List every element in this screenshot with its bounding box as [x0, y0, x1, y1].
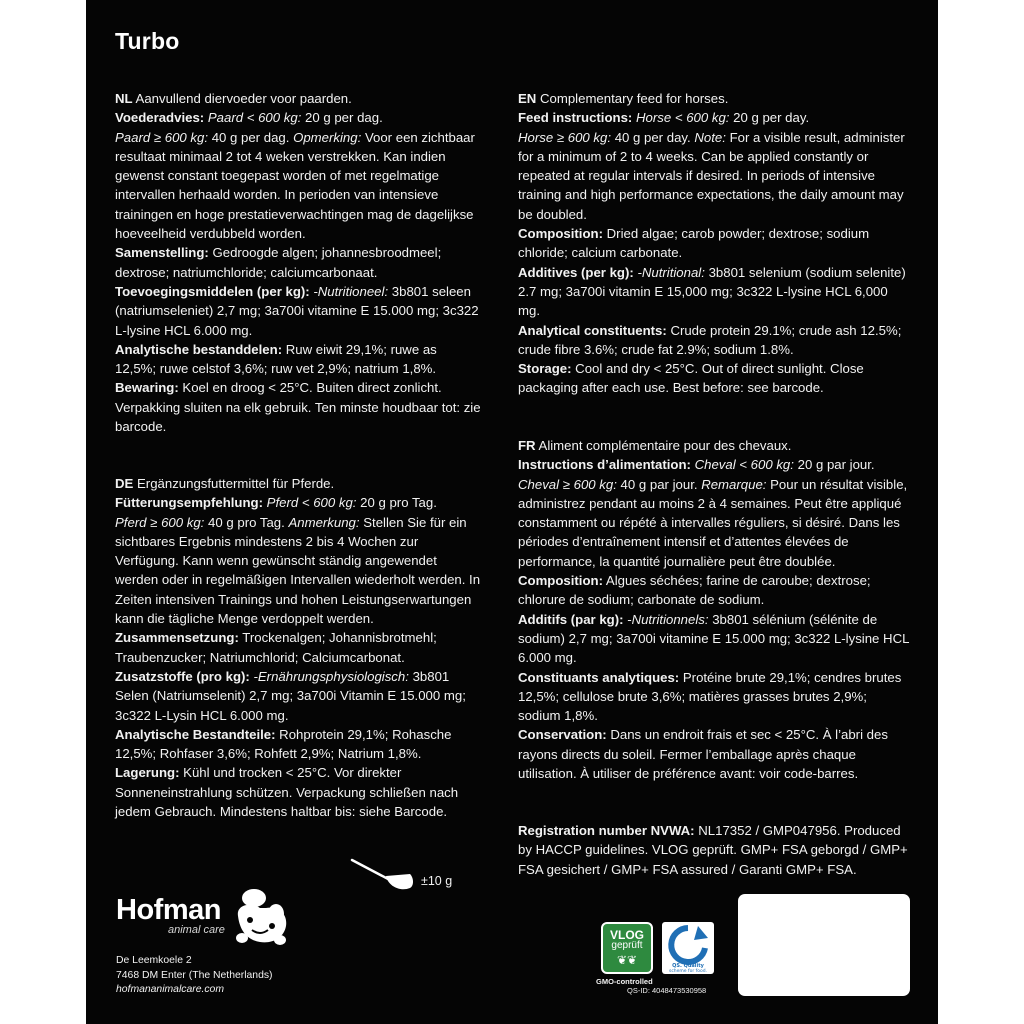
lang-code-de: DE	[115, 476, 134, 491]
composition-label-en: Composition:	[518, 226, 603, 242]
composition-text-nl: Gedroogde algen; johannesbroodmeel; dextrose; natriumchloride; calciumcarbonaat.	[115, 245, 442, 280]
composition-label-nl: Samenstelling:	[115, 245, 209, 261]
analytical-text-fr: Protéine brute 29,1%; cendres brutes 12,5%; cellulose brute 3,6%; matières grasses brutes 2,9%; sodium 1,8%.	[518, 669, 902, 724]
composition-text-de: Trockenalgen; Johannisbrotmehl; Traubenzucker; Natriumchlorid; Calciumcarbonat.	[115, 630, 437, 665]
feed-amount1-fr: 20 g par jour.	[797, 457, 875, 473]
section-de	[115, 474, 481, 821]
feed-cond2-nl: Paard ≥ 600 kg:	[115, 129, 209, 145]
qs-badge	[662, 922, 714, 974]
company-website: hofmananimalcare.com	[116, 984, 224, 996]
intro-en: Complementary feed for horses.	[540, 91, 729, 106]
note-label-fr: Remarque:	[701, 476, 767, 492]
company-address	[116, 954, 273, 998]
analytical-label-fr: Constituants analytiques:	[518, 669, 680, 685]
intro-de: Ergänzungsfuttermittel für Pferde.	[137, 476, 335, 491]
scoop-dosage-label: ±10 g	[421, 874, 453, 888]
vlog-name: VLOG	[609, 928, 644, 942]
analytical-text-en: Crude protein 29.1%; crude ash 12.5%; crude fibre 3.6%; crude fat 2.9%; sodium 1.8%.	[518, 322, 902, 357]
intro-fr: Aliment complémentaire pour des chevaux.	[538, 438, 792, 453]
additives-label-en: Additives (per kg):	[518, 264, 634, 280]
feed-amount2-fr: 40 g par jour.	[620, 476, 698, 492]
feed-amount2-en: 40 g per day.	[614, 129, 691, 145]
feed-amount2-nl: 40 g per dag.	[211, 129, 290, 145]
address-line2: 7468 DM Enter (The Netherlands)	[116, 969, 273, 981]
section-nl	[115, 89, 481, 436]
additives-category-en: -Nutritional:	[637, 264, 705, 280]
address-line1: De Leemkoele 2	[116, 955, 192, 966]
intro-nl: Aanvullend diervoeder voor paarden.	[135, 91, 352, 106]
feed-amount1-en: 20 g per day.	[733, 110, 810, 126]
additives-category-fr: -Nutritionnels:	[627, 611, 709, 627]
registration-text: Produced by HACCP guidelines. VLOG geprüft. GMP+ FSA geborgd / GMP+ FSA gesichert / GMP+ FSA assured / Garanti GMP+ FSA.	[518, 823, 908, 877]
analytical-text-nl: Ruw eiwit 29,1%; ruwe as 12,5%; ruwe celstof 3,6%; ruw vet 2,9%; natrium 1,8%.	[115, 341, 437, 377]
gmo-label: GMO-controlled	[596, 977, 653, 986]
additives-text-fr: 3b801 sélénium (sélénite de sodium) 2,7 mg; 3a700i vitamine E 15.000 mg; 3c322 L-lysine HCL 6.000 mg.	[518, 611, 909, 666]
additives-label-de: Zusatzstoffe (pro kg):	[115, 668, 250, 684]
brand-tagline: animal care	[168, 924, 225, 936]
feed-cond2-fr: Cheval ≥ 600 kg:	[518, 476, 617, 492]
additives-category-nl: -Nutritioneel:	[313, 283, 389, 299]
registration-block	[518, 821, 910, 879]
composition-text-en: Dried algae; carob powder; dextrose; sodium chloride; calcium carbonate.	[518, 226, 870, 261]
storage-text-de: Kühl und trocken < 25°C. Vor direkter Sonneneinstrahlung schützen. Verpackung schließen nach jedem Gebrauch. Mindestens haltbar bis: siehe Barcode.	[115, 765, 459, 820]
feed-label-en: Feed instructions:	[518, 110, 633, 126]
storage-text-nl: Koel en droog < 25°C. Buiten direct zonlicht. Verpakking sluiten na elk gebruik. Ten minste houdbaar tot: zie barcode.	[115, 380, 481, 435]
additives-category-de: -Ernährungsphysiologisch:	[253, 668, 409, 684]
storage-label-fr: Conservation:	[518, 727, 607, 743]
storage-text-en: Cool and dry < 25°C. Out of direct sunlight. Close packaging after each use. Best before: see barcode.	[518, 361, 864, 396]
feed-amount1-de: 20 g pro Tag.	[360, 495, 437, 511]
note-label-nl: Opmerking:	[293, 129, 362, 145]
note-text-nl: Voor een zichtbaar resultaat minimaal 2 tot 4 weken verstrekken. Kan indien gewenst constant toegepast worden of met regelmatige intervallen herhaald worden. In perioden van intensieve trainingen en hoge prestatieverwachtingen mag de dagelijkse hoeveelheid verdubbeld worden.	[115, 129, 475, 242]
leaf-icon: ❦❦	[616, 953, 638, 967]
storage-label-en: Storage:	[518, 361, 572, 377]
scoop-icon	[350, 856, 416, 896]
additives-text-nl: 3b801 seleen (natriumseleniet) 2,7 mg; 3a700i vitamine E 15.000 mg; 3c322 L-lysine HCL 6.000 mg.	[115, 283, 479, 338]
analytical-label-nl: Analytische bestanddelen:	[115, 341, 283, 357]
feed-amount2-de: 40 g pro Tag.	[208, 514, 285, 530]
feed-label-fr: Instructions d’alimentation:	[518, 457, 691, 473]
note-label-en: Note:	[694, 129, 726, 145]
feed-cond1-nl: Paard < 600 kg:	[207, 110, 302, 126]
composition-label-de: Zusammensetzung:	[115, 630, 239, 646]
lang-code-nl: NL	[115, 91, 133, 106]
hofman-logo	[116, 886, 296, 952]
composition-label-fr: Composition:	[518, 573, 603, 589]
note-text-de: Stellen Sie für ein sichtbares Ergebnis mindestens 2 bis 4 Wochen zur Verfügung. Kann wenn gewünscht ständig angewendet werden oder in regelmäßigen Intervallen wiederholt werden. In Zeiten intensiven Trainings und hohen Leistungserwartungen kann die tägliche Menge verdoppelt werden.	[115, 514, 481, 627]
analytical-label-de: Analytische Bestandteile:	[115, 726, 276, 742]
barcode-area	[738, 894, 910, 996]
note-label-de: Anmerkung:	[288, 514, 360, 530]
lang-code-fr: FR	[518, 438, 536, 453]
additives-label-fr: Additifs (par kg):	[518, 611, 624, 627]
lang-code-en: EN	[518, 91, 537, 106]
feed-cond2-en: Horse ≥ 600 kg:	[518, 129, 612, 145]
animals-logo-icon	[232, 886, 292, 948]
feed-label-nl: Voederadvies:	[115, 110, 205, 126]
storage-label-de: Lagerung:	[115, 765, 180, 781]
qs-line2: scheme for food.	[668, 969, 708, 974]
feed-label-de: Fütterungsempfehlung:	[115, 495, 263, 511]
analytical-text-de: Rohprotein 29,1%; Rohasche 12,5%; Rohfaser 3,6%; Rohfett 2,9%; Natrium 1,8%.	[115, 726, 452, 762]
feed-amount1-nl: 20 g per dag.	[305, 110, 383, 126]
section-en	[518, 89, 910, 398]
label-panel	[86, 0, 938, 1024]
analytical-label-en: Analytical constituents:	[518, 322, 667, 338]
qs-id: QS-ID: 4048473530958	[627, 986, 707, 995]
vlog-sub: geprüft	[611, 940, 643, 951]
storage-text-fr: Dans un endroit frais et sec < 25°C. À l’abri des rayons directs du soleil. Fermer l’emballage après chaque utilisation. À utiliser de préférence avant: voir code-barres.	[518, 727, 888, 782]
qs-quality-icon	[662, 922, 714, 974]
feed-cond1-en: Horse < 600 kg:	[635, 110, 730, 126]
additives-text-de: 3b801 Selen (Natriumselenit) 2,7 mg; 3a700i Vitamin E 15.000 mg; 3c322 L-Lysin HCL 6.000 mg.	[115, 668, 466, 723]
registration-label: Registration number NVWA:	[518, 823, 695, 838]
additives-label-nl: Toevoegingsmiddelen (per kg):	[115, 283, 310, 299]
note-text-en: For a visible result, administer for a minimum of 2 to 4 weeks. Can be applied constantly or repeated at regular intervals if desired. In periods of intensive training and high performance expectations, the daily amount may be doubled.	[518, 129, 905, 222]
feed-cond1-de: Pferd < 600 kg:	[266, 495, 357, 511]
registration-number: NL17352 / GMP047956.	[698, 823, 841, 838]
product-title: Turbo	[115, 28, 180, 54]
additives-text-en: 3b801 selenium (sodium selenite) 2.7 mg; 3a700i vitamin E 15,000 mg; 3c322 L-lysine HCL 6,000 mg.	[518, 264, 906, 319]
section-fr	[518, 436, 910, 783]
vlog-badge	[601, 922, 653, 974]
feed-cond2-de: Pferd ≥ 600 kg:	[115, 514, 205, 530]
feed-cond1-fr: Cheval < 600 kg:	[694, 457, 794, 473]
brand-name: Hofman	[116, 894, 221, 926]
note-text-fr: Pour un résultat visible, administrez pendant au moins 2 à 4 semaines. Peut être appliqué constamment ou répété à intervalles réguliers, si désiré. Dans les périodes d’entraînement intensif et d’attentes élevées de performance, la quantité journalière peut être doublée.	[518, 476, 908, 569]
storage-label-nl: Bewaring:	[115, 380, 179, 396]
qs-line1: QS. Quality	[672, 963, 704, 969]
composition-text-fr: Algues séchées; farine de caroube; dextrose; chlorure de sodium; carbonate de sodium.	[518, 573, 871, 608]
